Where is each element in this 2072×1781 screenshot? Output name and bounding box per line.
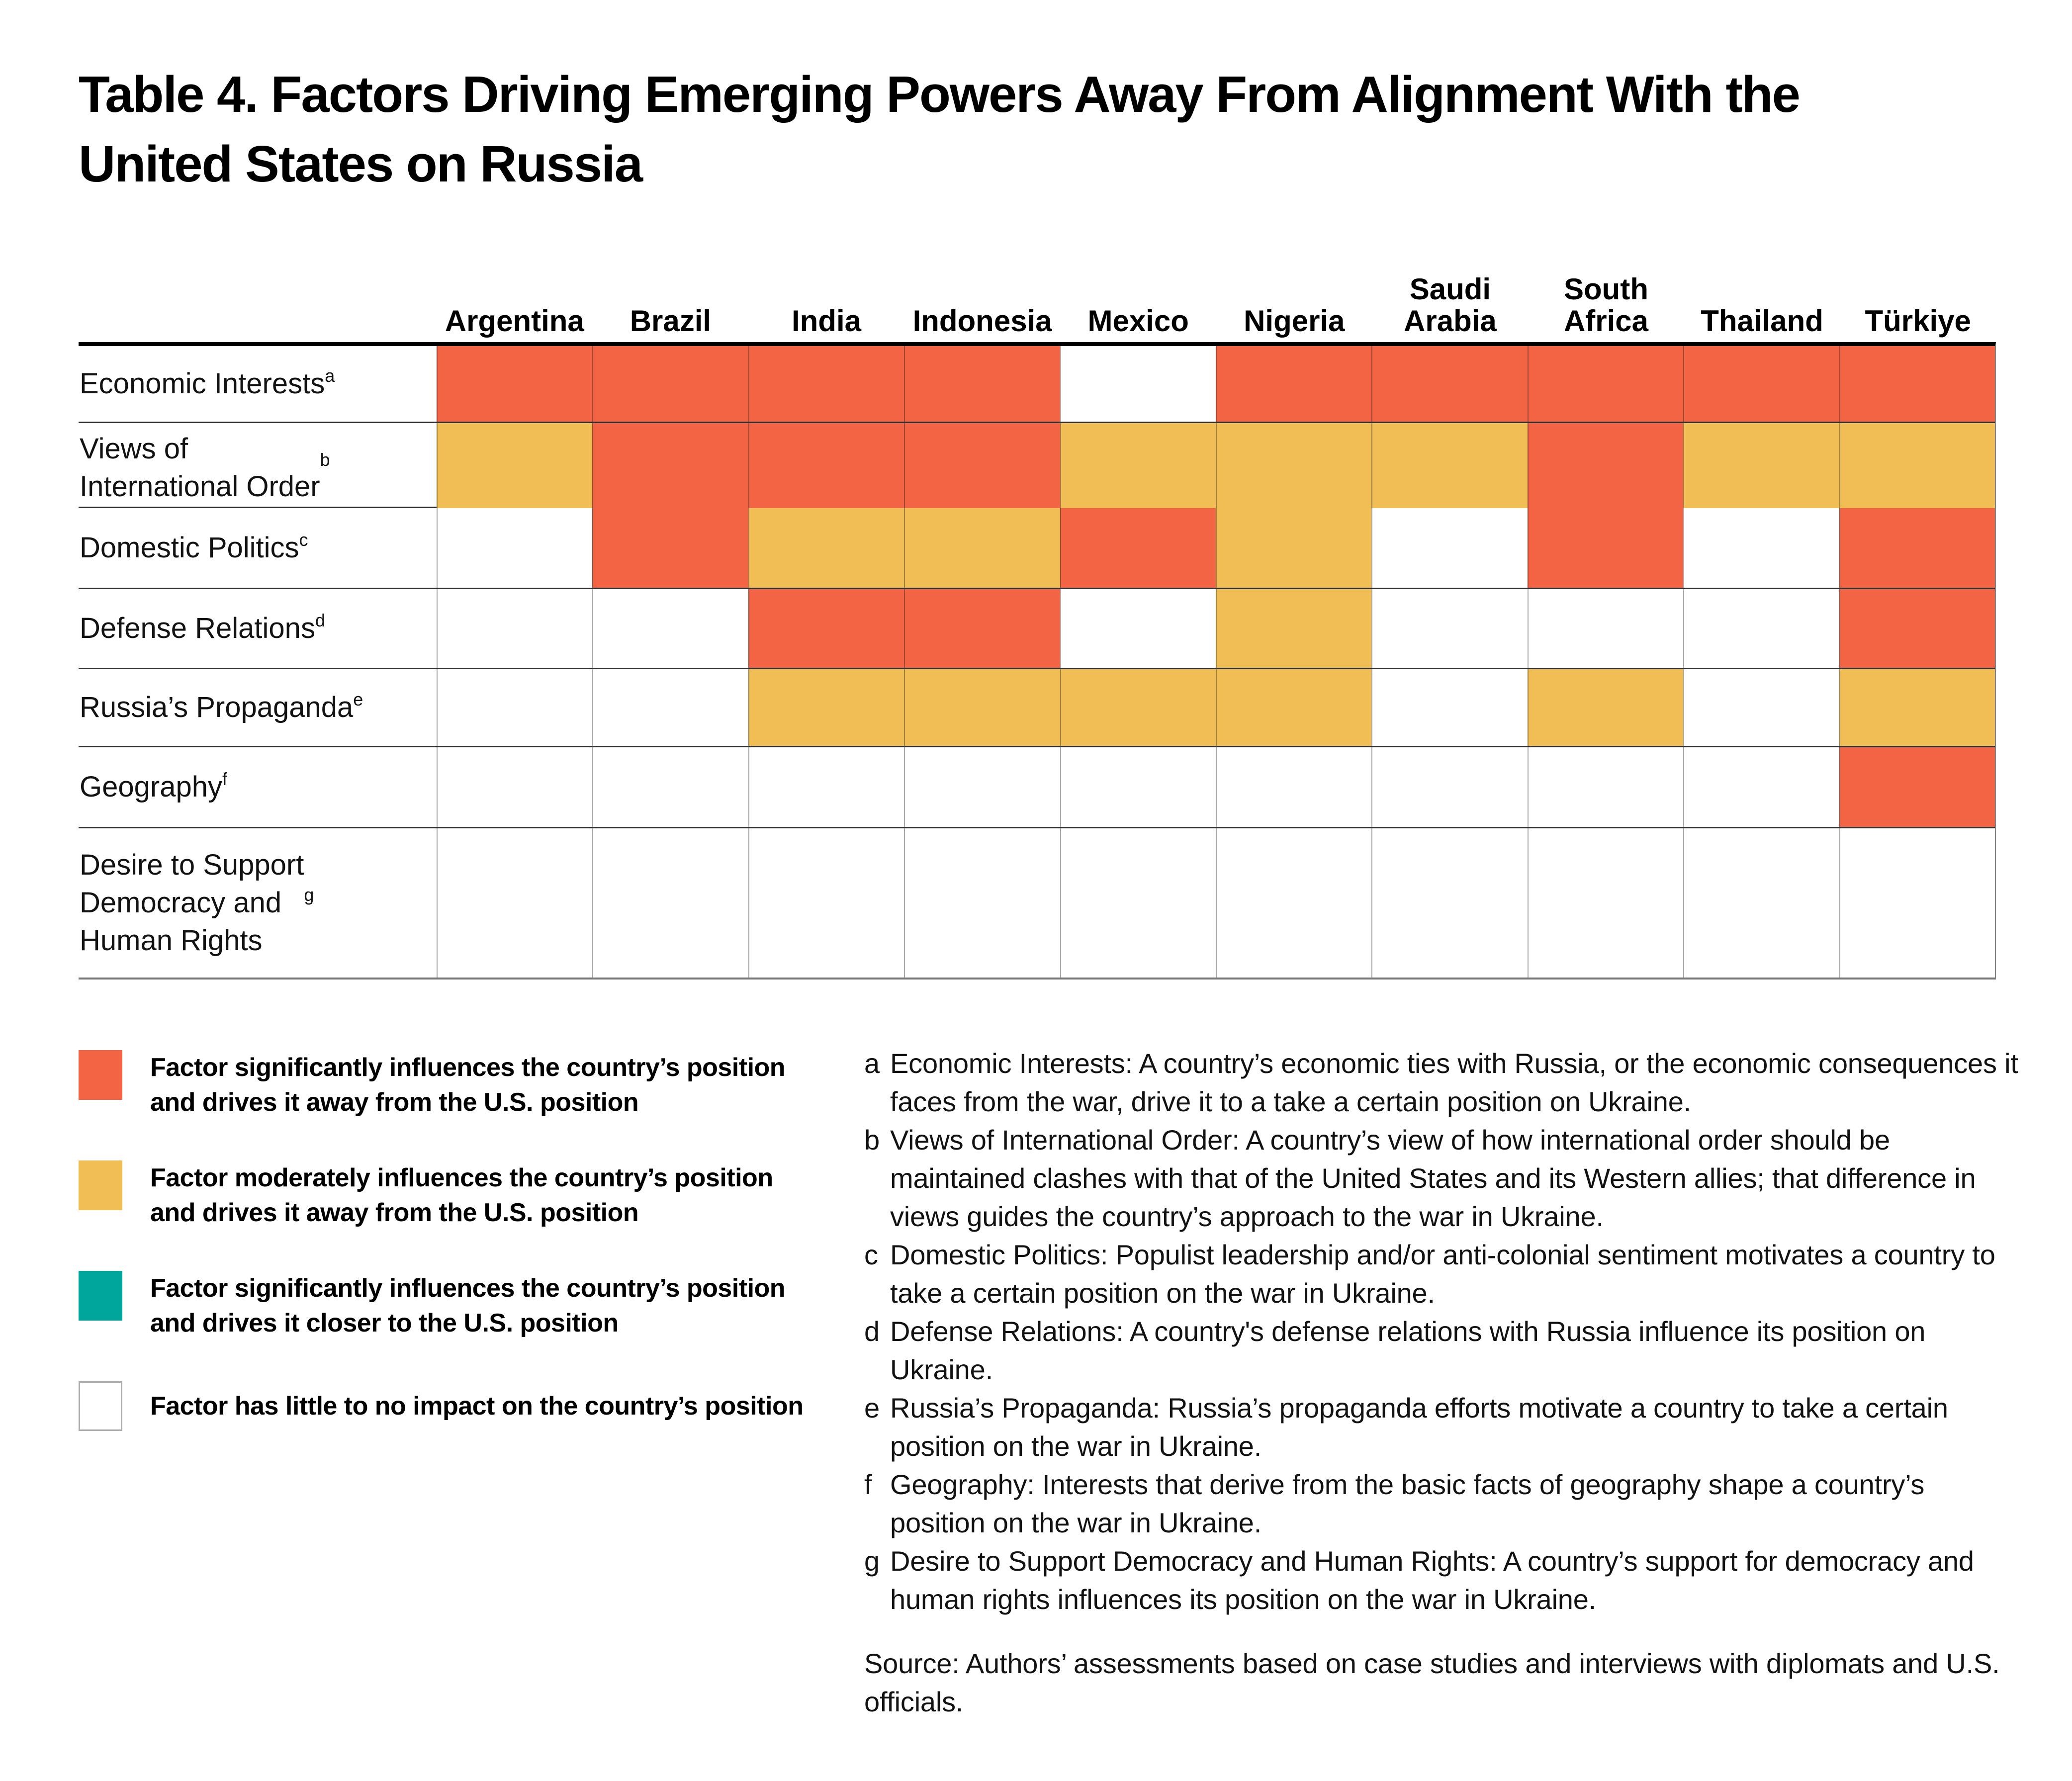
footnote-letter: g xyxy=(864,1545,880,1577)
table-row xyxy=(79,828,1995,980)
table-cell xyxy=(1060,828,1216,978)
table-cell xyxy=(748,423,904,513)
column-header-mexico: Mexico xyxy=(1087,304,1189,338)
table-cell xyxy=(1216,828,1371,978)
table-cell xyxy=(1060,589,1216,668)
table-cell xyxy=(437,508,592,588)
footnote xyxy=(864,1121,2019,1236)
column-header-nigeria: Nigeria xyxy=(1244,304,1345,338)
table-cell xyxy=(1371,508,1527,588)
factors-table xyxy=(79,259,1996,980)
table-cell xyxy=(748,747,904,827)
table-cell xyxy=(592,747,748,827)
footnote-text: Desire to Support Democracy and Human Rights: A country’s support for democracy and human rights influences its position on the war in Ukraine. xyxy=(890,1545,1974,1615)
footnote xyxy=(864,1236,2019,1312)
table-cell xyxy=(904,669,1060,746)
footnotes xyxy=(864,1044,2019,1721)
table-row xyxy=(79,669,1995,747)
table-cell xyxy=(592,589,748,668)
table-cell xyxy=(437,828,592,978)
table-cell xyxy=(748,346,904,422)
table-cell xyxy=(1060,346,1216,422)
table-cell xyxy=(437,669,592,746)
table-cell xyxy=(1060,669,1216,746)
table-cell xyxy=(1371,589,1527,668)
table-cell xyxy=(592,669,748,746)
footnote-letter: c xyxy=(864,1239,878,1270)
footnote-text: Domestic Politics: Populist leadership and/or anti-colonial sentiment motivates a country to take a certain position on the war in Ukraine. xyxy=(890,1239,1995,1309)
footnote-letter: e xyxy=(864,1392,880,1424)
table-cell xyxy=(1060,423,1216,513)
table-cell xyxy=(748,508,904,588)
footnote-letter: b xyxy=(864,1124,880,1156)
legend-label: Factor moderately influences the country’s position and drives it away from the U.S. position xyxy=(150,1163,773,1227)
table-cell xyxy=(1528,589,1683,668)
column-header-south-africa: South Africa xyxy=(1563,272,1649,338)
table-row xyxy=(79,589,1995,669)
table-cell xyxy=(1528,508,1683,588)
table-cell xyxy=(1839,828,1995,978)
legend-item xyxy=(79,1160,857,1230)
row-label: Defense Relations $^d$ xyxy=(80,610,325,644)
table-cell xyxy=(1371,669,1527,746)
table-row xyxy=(79,747,1995,828)
row-label: Desire to Support Democracy and Human Rights $^g$ xyxy=(80,849,314,957)
page-title-line1: Table 4. Factors Driving Emerging Powers Away From Alignment With the xyxy=(79,66,1800,123)
table-cell xyxy=(1216,346,1371,422)
table-cell xyxy=(1216,508,1371,588)
legend-swatch-m xyxy=(79,1160,122,1210)
footnote xyxy=(864,1542,2019,1618)
table-cell xyxy=(1683,669,1839,746)
table-cell xyxy=(904,423,1060,513)
legend-item xyxy=(79,1381,857,1431)
table-cell xyxy=(1216,423,1371,513)
page-title xyxy=(79,60,2008,199)
column-header-t-rkiye: Türkiye xyxy=(1865,304,1971,338)
row-label: Russia’s Propaganda $^e$ xyxy=(80,689,363,723)
table-cell xyxy=(1060,508,1216,588)
footnote-letter: d xyxy=(864,1316,880,1347)
table-cell xyxy=(1839,589,1995,668)
row-label: Geography $^f$ xyxy=(80,768,227,803)
table-cell xyxy=(437,589,592,668)
row-label: Views of International Order $^b$ xyxy=(80,433,330,503)
table-cell xyxy=(1528,747,1683,827)
table-cell xyxy=(1528,346,1683,422)
table-cell xyxy=(592,346,748,422)
table-cell xyxy=(1839,669,1995,746)
legend-label: Factor has little to no impact on the country’s position xyxy=(150,1392,804,1421)
table-cell xyxy=(904,589,1060,668)
legend xyxy=(79,1050,857,1431)
table-cell xyxy=(748,828,904,978)
legend-label: Factor significantly influences the country’s position and drives it closer to the U.S. position xyxy=(150,1274,786,1337)
table-cell xyxy=(1371,828,1527,978)
column-header-indonesia: Indonesia xyxy=(912,304,1052,338)
row-label: Economic Interests $^a$ xyxy=(80,365,335,400)
table-cell xyxy=(1371,747,1527,827)
table-cell xyxy=(592,508,748,588)
table-cell xyxy=(1371,423,1527,513)
table-cell xyxy=(1839,346,1995,422)
table-cell xyxy=(437,346,592,422)
table-cell xyxy=(1683,508,1839,588)
table-cell xyxy=(1528,423,1683,513)
page-title-line2: United States on Russia xyxy=(79,135,642,192)
footnote-text: Geography: Interests that derive from the basic facts of geography shape a country’s position on the war in Ukraine. xyxy=(890,1469,1925,1538)
table-cell xyxy=(1683,346,1839,422)
legend-swatch-n xyxy=(79,1381,122,1431)
source-note: Source: Authors’ assessments based on case studies and interviews with diplomats and U.S. officials. xyxy=(864,1648,2000,1717)
legend-swatch-s xyxy=(79,1050,122,1100)
table-cell xyxy=(1216,589,1371,668)
table-header-row xyxy=(79,259,1996,342)
table-row xyxy=(79,423,1995,508)
table-cell xyxy=(592,828,748,978)
footnote-text: Defense Relations: A country's defense relations with Russia influence its position on Ukraine. xyxy=(890,1316,1926,1385)
legend-swatch-c xyxy=(79,1271,122,1321)
legend-item xyxy=(79,1271,857,1340)
table-cell xyxy=(1683,589,1839,668)
footnote-text: Russia’s Propaganda: Russia’s propaganda efforts motivate a country to take a certain position on the war in Ukraine. xyxy=(890,1392,1948,1462)
table-cell xyxy=(904,747,1060,827)
footnote xyxy=(864,1312,2019,1389)
column-header-brazil: Brazil xyxy=(630,304,712,338)
column-header-thailand: Thailand xyxy=(1701,304,1823,338)
table-cell xyxy=(1683,747,1839,827)
table-cell xyxy=(1216,747,1371,827)
legend-item xyxy=(79,1050,857,1120)
table-cell xyxy=(1839,508,1995,588)
row-label: Domestic Politics $^c$ xyxy=(80,529,308,564)
table-cell xyxy=(748,669,904,746)
footnote xyxy=(864,1044,2019,1121)
table-row xyxy=(79,508,1995,589)
table-cell xyxy=(592,423,748,513)
table-cell xyxy=(1683,828,1839,978)
table-cell xyxy=(1216,669,1371,746)
table-cell xyxy=(904,508,1060,588)
footnote xyxy=(864,1465,2019,1542)
table-body xyxy=(79,342,1996,980)
column-header-argentina: Argentina xyxy=(445,304,584,338)
table-cell xyxy=(1060,747,1216,827)
table-cell xyxy=(437,747,592,827)
legend-label: Factor significantly influences the country’s position and drives it away from the U.S. position xyxy=(150,1053,786,1117)
table-cell xyxy=(437,423,592,513)
table-cell xyxy=(1371,346,1527,422)
table-row xyxy=(79,346,1995,423)
table-cell xyxy=(1528,828,1683,978)
column-header-saudi-arabia: Saudi Arabia xyxy=(1404,272,1497,338)
table-cell xyxy=(904,828,1060,978)
table-cell xyxy=(1839,747,1995,827)
footnote-letter: a xyxy=(864,1048,880,1079)
table-cell xyxy=(904,346,1060,422)
footnote-text: Economic Interests: A country’s economic ties with Russia, or the economic consequences it faces from the war, drive it to a take a certain position on Ukraine. xyxy=(890,1048,2018,1117)
footnote-letter: f xyxy=(864,1469,872,1500)
table-cell xyxy=(748,589,904,668)
table-cell xyxy=(1839,423,1995,513)
table-cell xyxy=(1528,669,1683,746)
column-header-india: India xyxy=(791,304,861,338)
footnote xyxy=(864,1389,2019,1465)
table-cell xyxy=(1683,423,1839,513)
footnote-text: Views of International Order: A country’s view of how international order should be maintained clashes with that of the United States and its Western allies; that difference in views guides the country’s approach to the war in Ukraine. xyxy=(890,1124,1976,1232)
